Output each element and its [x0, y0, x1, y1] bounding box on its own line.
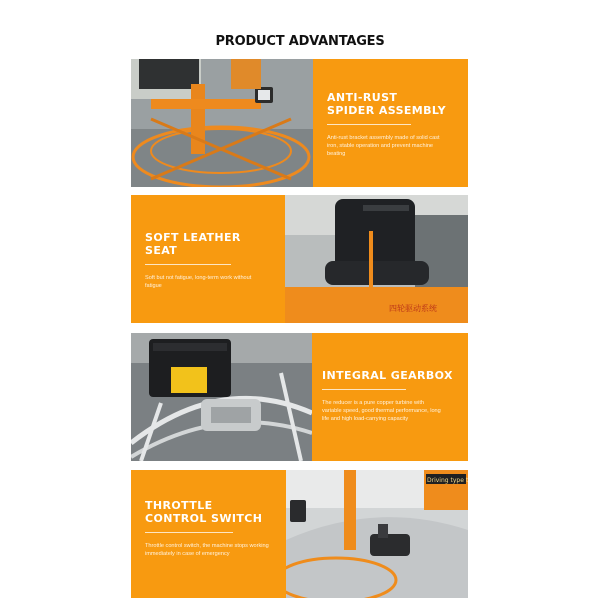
seat-sign-text: 四轮驱动系统: [389, 304, 437, 313]
feature-title: ANTI-RUST SPIDER ASSEMBLY: [327, 91, 446, 117]
feature-panel-spider: [313, 59, 468, 187]
feature-row-seat: [131, 195, 468, 323]
feature-title: SOFT LEATHER SEAT: [145, 231, 241, 257]
feature-description: The reducer is a pure copper turbine with variable speed, good thermal performance, long life and high load-carrying capacity: [322, 400, 441, 422]
feature-row-gearbox: [131, 333, 468, 461]
feature-divider: [322, 389, 406, 390]
page-title: PRODUCT ADVANTAGES: [215, 34, 385, 49]
feature-divider: [327, 124, 411, 125]
feature-row-throttle: [131, 470, 468, 598]
gearbox-photo: [131, 333, 312, 461]
feature-panel-throttle: [131, 470, 286, 598]
feature-row-spider: [131, 59, 468, 187]
feature-description: Throttle control switch, the machine stops working immediately in case of emergency: [145, 543, 269, 557]
feature-panel-seat: [131, 195, 285, 323]
spider-assembly-photo: [131, 59, 313, 187]
feature-description: Anti-rust bracket assembly made of solid cast iron, stable operation and prevent machine beating: [327, 135, 440, 157]
throttle-plate-text: Driving type t: [427, 477, 468, 484]
feature-title: INTEGRAL GEARBOX: [322, 369, 453, 382]
leather-seat-photo: [285, 195, 468, 323]
feature-divider: [145, 264, 231, 265]
feature-title: THROTTLE CONTROL SWITCH: [145, 499, 263, 525]
feature-divider: [145, 532, 233, 533]
feature-description: Soft but not fatigue, long-term work without fatigue: [145, 275, 252, 289]
feature-panel-gearbox: [312, 333, 468, 461]
throttle-switch-photo: [286, 470, 468, 598]
